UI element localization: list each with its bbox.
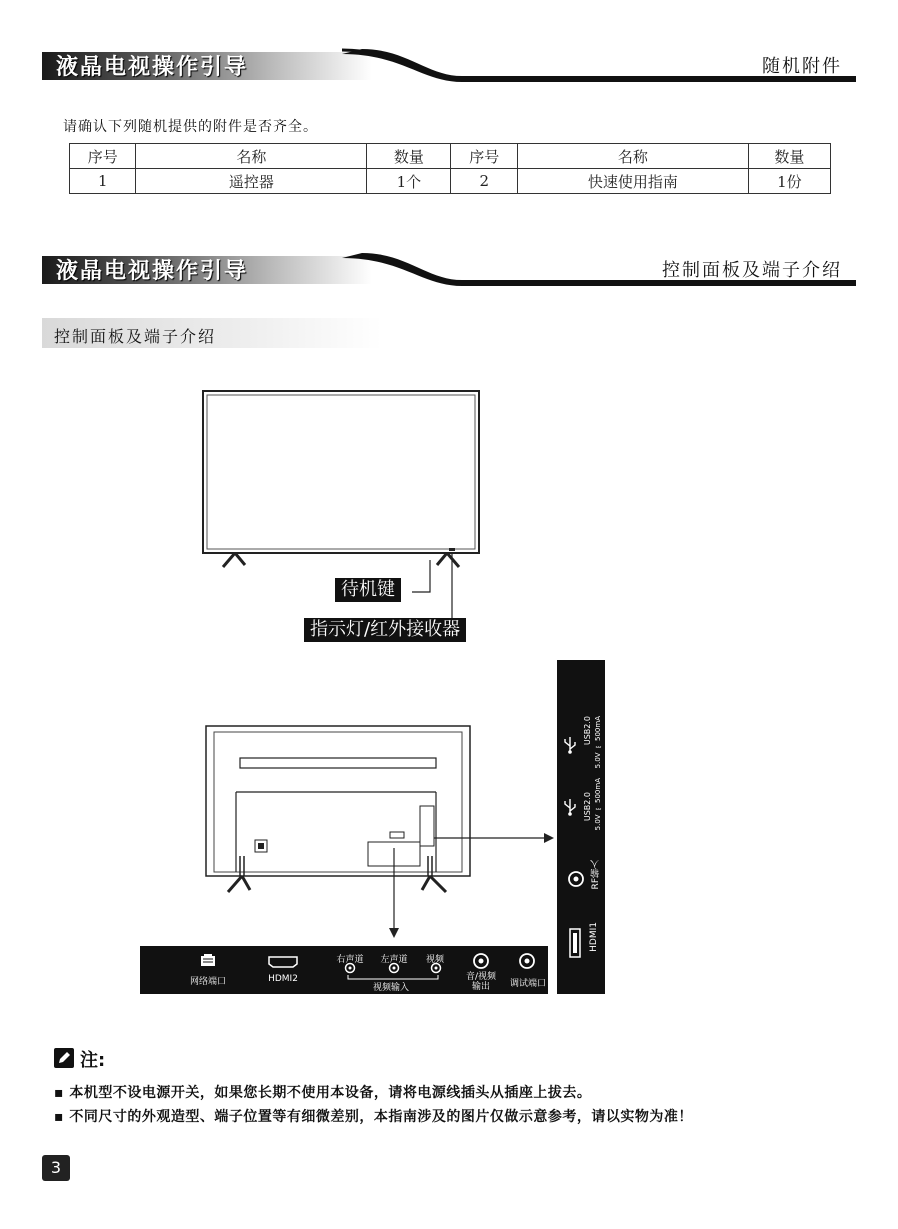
table-cell: 1: [70, 169, 136, 194]
side-port-panel: [557, 660, 605, 994]
usb-icon: [563, 798, 577, 816]
label-usb2: [583, 792, 593, 821]
accessory-table: [69, 143, 831, 194]
label-av-output-line2: 输出: [471, 982, 490, 992]
table-cell: 1个: [367, 169, 451, 194]
label-standby-key: 待机键: [335, 578, 401, 602]
label-av-output-line1: 音/视频: [465, 972, 497, 982]
pencil-note-icon: [54, 1048, 74, 1068]
header-section-name: 随机附件: [762, 56, 842, 77]
label-usb2-name: USB2.0: [583, 792, 592, 822]
hdmi-port-icon: [268, 956, 298, 968]
subheading-band: [42, 318, 382, 348]
label-usb1: [583, 716, 593, 745]
table-cell: 快速使用指南: [517, 169, 748, 194]
table-cell: 2: [451, 169, 517, 194]
section-header-panel: [42, 250, 856, 290]
label-hdmi2: HDMI2: [268, 974, 298, 984]
debug-port-icon: [518, 952, 536, 970]
table-row: [70, 169, 831, 194]
label-debug-port: 调试端口: [509, 979, 546, 989]
label-right-audio: 右声道: [336, 955, 364, 965]
section-header-accessories: [42, 46, 856, 86]
table-header: 名称: [136, 144, 367, 169]
hdmi-port-icon: [569, 928, 581, 958]
table-cell: 1份: [748, 169, 830, 194]
table-header: 序号: [70, 144, 136, 169]
table-header: 数量: [748, 144, 830, 169]
header-title: 液晶电视操作引导: [56, 55, 249, 80]
ethernet-port-icon: [200, 954, 216, 968]
label-video: 视频: [425, 955, 444, 965]
av-output-jack-icon: [472, 952, 490, 970]
label-lan-port: 网络端口: [189, 977, 226, 987]
label-hdmi1: HDMI1: [589, 922, 599, 952]
accessory-intro: 请确认下列随机提供的附件是否齐全。: [63, 119, 318, 135]
label-usb1-name: USB2.0: [583, 716, 592, 746]
page-number: 3: [42, 1155, 70, 1181]
usb-icon: [563, 736, 577, 754]
label-usb2-spec: 5.0V ⎓ 500mA: [594, 778, 602, 831]
rf-input-jack-icon: [567, 870, 585, 888]
label-usb1-spec: 5.0V ⎓ 500mA: [594, 716, 602, 769]
label-left-audio: 左声道: [380, 955, 408, 965]
label-indicator-ir: 指示灯/红外接收器: [304, 618, 466, 642]
table-header-row: [70, 144, 831, 169]
header-section-name: 控制面板及端子介绍: [662, 260, 842, 281]
av-input-jacks: [336, 962, 446, 982]
note-item: ▪ 本机型不设电源开关，如果您长期不使用本设备，请将电源线插头从插座上拔去。: [54, 1085, 592, 1101]
table-header: 序号: [451, 144, 517, 169]
table-header: 名称: [517, 144, 748, 169]
label-video-input: 视频输入: [372, 983, 409, 993]
table-cell: 遥控器: [136, 169, 367, 194]
table-header: 数量: [367, 144, 451, 169]
label-rf-input: RF输入: [591, 860, 601, 890]
label-av-output: [458, 972, 504, 992]
note-title: 注:: [80, 1050, 106, 1071]
header-title: 液晶电视操作引导: [56, 259, 249, 284]
subheading: 控制面板及端子介绍: [54, 327, 217, 346]
bottom-port-panel: [140, 946, 548, 994]
note-item: ▪ 不同尺寸的外观造型、端子位置等有细微差别，本指南涉及的图片仅做示意参考，请以实物为准！: [54, 1109, 693, 1125]
